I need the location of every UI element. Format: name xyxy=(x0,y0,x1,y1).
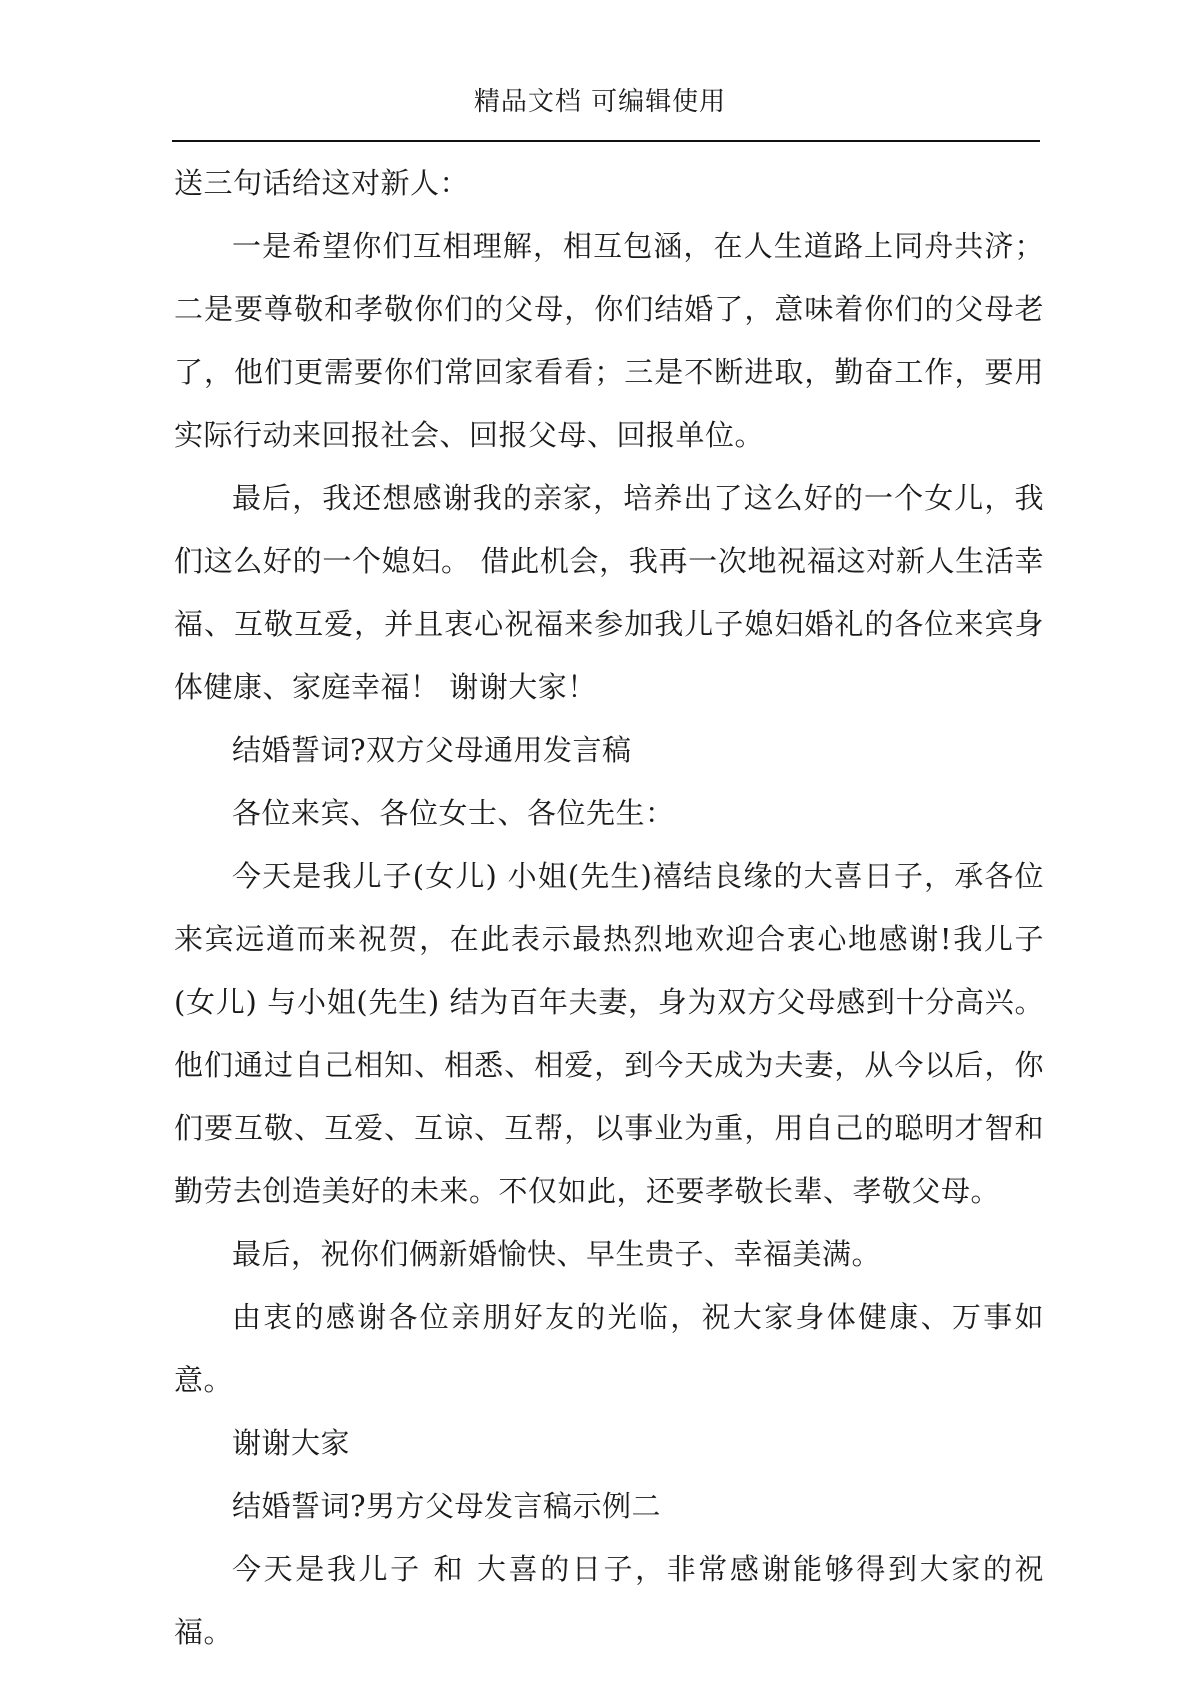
paragraph-welcome: 今天是我儿子(女儿) 小姐(先生)禧结良缘的大喜日子，承各位来宾远道而来祝贺，在此表示最热烈地欢迎合衷心地感谢!我儿子(女儿) 与小姐(先生) 结为百年夫妻，身为双方父母感到十分高兴。他们通过自己相知、相悉、相爱，到今天成为夫妻，从今以后，你们要互敬、互爱、互谅、互帮，以事业为重，用自己的聪明才智和勤劳去创造美好的未来。不仅如此，还要孝敬长辈、孝敬父母。 xyxy=(174,859,1044,1208)
section-heading-groom-parents: 结婚誓词?男方父母发言稿示例二 xyxy=(232,1489,662,1523)
section-heading-both-parents: 结婚誓词?双方父母通用发言稿 xyxy=(232,733,632,767)
paragraph-blessing: 最后，祝你们俩新婚愉快、早生贵子、幸福美满。 xyxy=(232,1237,882,1271)
paragraph-thank-you: 谢谢大家 xyxy=(232,1426,351,1460)
page-header-title: 精品文档 可编辑使用 xyxy=(473,87,727,117)
paragraph-intro: 送三句话给这对新人： xyxy=(174,166,470,200)
header-divider xyxy=(172,140,1040,142)
paragraph-opening: 今天是我儿子 和 大喜的日子，非常感谢能够得到大家的祝福。 xyxy=(174,1552,1044,1649)
paragraph-three-wishes: 一是希望你们互相理解，相互包涵，在人生道路上同舟共济；二是要尊敬和孝敬你们的父母，你们结婚了，意味着你们的父母老了，他们更需要你们常回家看看；三是不断进取，勤奋工作，要用实际行动来回报社会、回报父母、回报单位。 xyxy=(174,229,1044,452)
document-body xyxy=(174,152,1044,1664)
paragraph-salutation: 各位来宾、各位女士、各位先生： xyxy=(232,796,675,830)
paragraph-gratitude: 由衷的感谢各位亲朋好友的光临，祝大家身体健康、万事如意。 xyxy=(174,1300,1044,1397)
paragraph-closing-thanks: 最后，我还想感谢我的亲家，培养出了这么好的一个女儿，我们这么好的一个媳妇。 借此机会，我再一次地祝福这对新人生活幸福、互敬互爱，并且衷心祝福来参加我儿子媳妇婚礼的各位来宾身体健康、家庭幸福！ 谢谢大家！ xyxy=(174,481,1044,704)
